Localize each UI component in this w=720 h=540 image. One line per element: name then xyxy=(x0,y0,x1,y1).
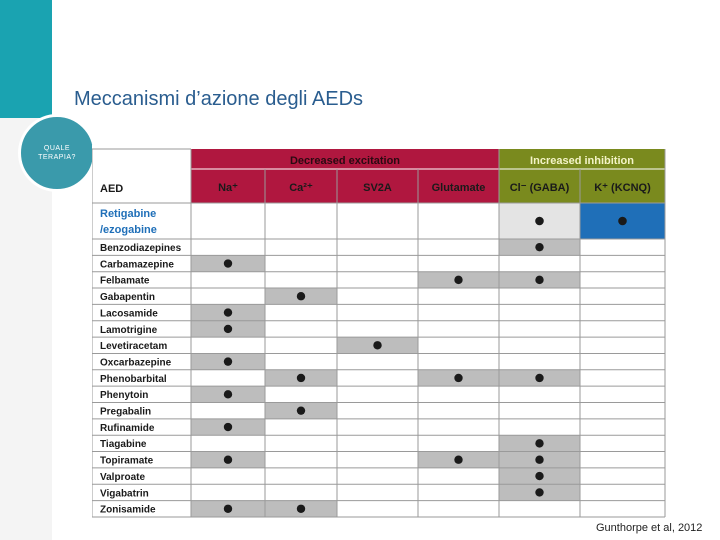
row-0-dot-4 xyxy=(535,243,543,251)
row-14-dot-4 xyxy=(535,472,543,480)
drug-label-16: Zonisamide xyxy=(100,504,156,516)
row-12-dot-4 xyxy=(535,439,543,447)
column-header-4: Cl⁻ (GABA) xyxy=(509,182,570,194)
column-header-1: Ca²⁺ xyxy=(289,182,313,194)
drug-label-9: Phenytoin xyxy=(100,390,149,402)
row-1-dot-0 xyxy=(224,259,232,267)
drug-label-4: Lacosamide xyxy=(100,308,158,320)
row-16-dot-0 xyxy=(224,505,232,513)
row-9-dot-0 xyxy=(224,390,232,398)
row-13-dot-3 xyxy=(454,456,462,464)
drug-label-10: Pregabalin xyxy=(100,406,152,418)
teal-accent-bar xyxy=(0,0,52,118)
aed-mechanism-table xyxy=(92,145,668,519)
drug-label-13: Topiramate xyxy=(100,455,154,467)
drug-label-11: Rufinamide xyxy=(100,422,155,434)
row-2-dot-4 xyxy=(535,276,543,284)
row-4-dot-0 xyxy=(224,308,232,316)
row-2-dot-3 xyxy=(454,276,462,284)
row-15-dot-4 xyxy=(535,488,543,496)
column-header-3: Glutamate xyxy=(431,182,486,194)
row-16-dot-1 xyxy=(297,505,305,513)
featured-drug-label-line-0: Retigabine xyxy=(100,208,157,220)
row-8-dot-4 xyxy=(535,374,543,382)
section-badge-text: QUALE TERAPIA? xyxy=(38,145,76,161)
drug-label-14: Valproate xyxy=(100,471,146,483)
drug-label-15: Vigabatrin xyxy=(100,488,149,500)
row-13-dot-0 xyxy=(224,456,232,464)
drug-label-3: Gabapentin xyxy=(100,292,156,304)
group-header-decreased: Decreased excitation xyxy=(289,155,401,167)
row-13-dot-4 xyxy=(535,456,543,464)
featured-drug-label-line-1: /ezogabine xyxy=(100,224,157,236)
column-header-0: Na⁺ xyxy=(218,182,238,194)
aed-table-svg xyxy=(92,145,668,519)
drug-label-6: Levetiracetam xyxy=(100,341,168,353)
drug-label-7: Oxcarbazepine xyxy=(100,357,172,369)
row-8-dot-3 xyxy=(454,374,462,382)
drug-label-12: Tiagabine xyxy=(100,439,147,451)
column-header-5: K⁺ (KCNQ) xyxy=(594,182,651,194)
row-8-dot-1 xyxy=(297,374,305,382)
drug-label-1: Carbamazepine xyxy=(100,259,174,271)
column-header-2: SV2A xyxy=(363,182,392,194)
drug-label-8: Phenobarbital xyxy=(100,373,167,385)
section-badge xyxy=(18,114,96,192)
page-title: Meccanismi d’azione degli AEDs xyxy=(74,88,364,110)
row-5-dot-0 xyxy=(224,325,232,333)
row-11-dot-0 xyxy=(224,423,232,431)
row-7-dot-0 xyxy=(224,357,232,365)
drug-label-0: Benzodiazepines xyxy=(100,243,182,254)
row-3-dot-1 xyxy=(297,292,305,300)
citation: Gunthorpe et al, 2012 xyxy=(596,522,703,534)
drug-label-2: Felbamate xyxy=(100,275,150,287)
group-header-increased: Increased inhibition xyxy=(530,155,634,167)
aed-column-header: AED xyxy=(100,183,124,195)
featured-dot-5 xyxy=(618,217,627,226)
featured-dot-4 xyxy=(535,217,544,226)
row-6-dot-2 xyxy=(373,341,381,349)
drug-label-5: Lamotrigine xyxy=(100,324,158,336)
row-10-dot-1 xyxy=(297,406,305,414)
